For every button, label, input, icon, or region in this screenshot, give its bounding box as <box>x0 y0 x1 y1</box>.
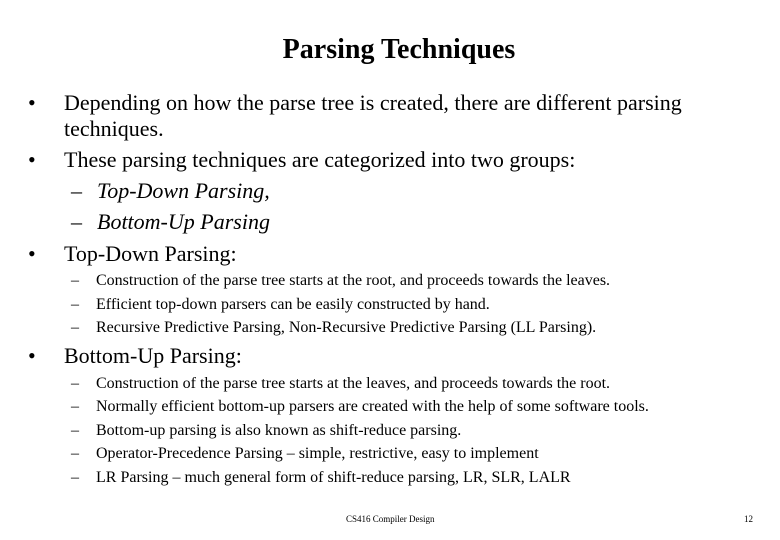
bullet-marker: • <box>28 147 36 172</box>
bullet-marker: • <box>28 241 36 266</box>
dash-marker: – <box>71 469 79 486</box>
bullet-marker: • <box>28 343 36 368</box>
top-down-item-text: Efficient top-down parsers can be easily constructed by hand. <box>96 296 490 313</box>
top-down-item-text: Construction of the parse tree starts at the root, and proceeds towards the leaves. <box>96 272 611 289</box>
group-item-text: Top-Down Parsing, <box>97 178 270 203</box>
top-down-item-text: Recursive Predictive Parsing, Non-Recursive Predictive Parsing (LL Parsing). <box>96 319 597 336</box>
dash-marker: – <box>71 319 79 336</box>
bottom-up-heading: Bottom-Up Parsing: <box>64 343 242 368</box>
dash-marker: – <box>71 375 79 392</box>
dash-marker: – <box>71 296 79 313</box>
dash-marker: – <box>71 422 79 439</box>
top-down-heading: Top-Down Parsing: <box>64 241 237 266</box>
bottom-up-item-text: Bottom-up parsing is also known as shift-reduce parsing. <box>96 422 462 439</box>
bottom-up-item-text: LR Parsing – much general form of shift-reduce parsing, LR, SLR, LALR <box>96 469 571 486</box>
dash-marker: – <box>71 178 82 203</box>
bullet-groups-text: These parsing techniques are categorized into two groups: <box>64 147 576 172</box>
bottom-up-item-text: Construction of the parse tree starts at the leaves, and proceeds towards the root. <box>96 375 611 392</box>
bullet-marker: • <box>28 90 36 115</box>
bullet-intro-continuation: techniques. <box>64 116 164 141</box>
footer-page-number: 12 <box>744 514 753 524</box>
group-item-text: Bottom-Up Parsing <box>97 209 270 234</box>
bottom-up-item-text: Operator-Precedence Parsing – simple, restrictive, easy to implement <box>96 445 539 462</box>
bottom-up-item-text: Normally efficient bottom-up parsers are created with the help of some software tools. <box>96 398 649 415</box>
slide-title: Parsing Techniques <box>282 34 516 65</box>
dash-marker: – <box>71 398 79 415</box>
dash-marker: – <box>71 209 82 234</box>
dash-marker: – <box>71 272 79 289</box>
dash-marker: – <box>71 445 79 462</box>
footer-course-name: CS416 Compiler Design <box>346 514 435 524</box>
bullet-intro-text: Depending on how the parse tree is created, there are different parsing <box>64 90 682 115</box>
